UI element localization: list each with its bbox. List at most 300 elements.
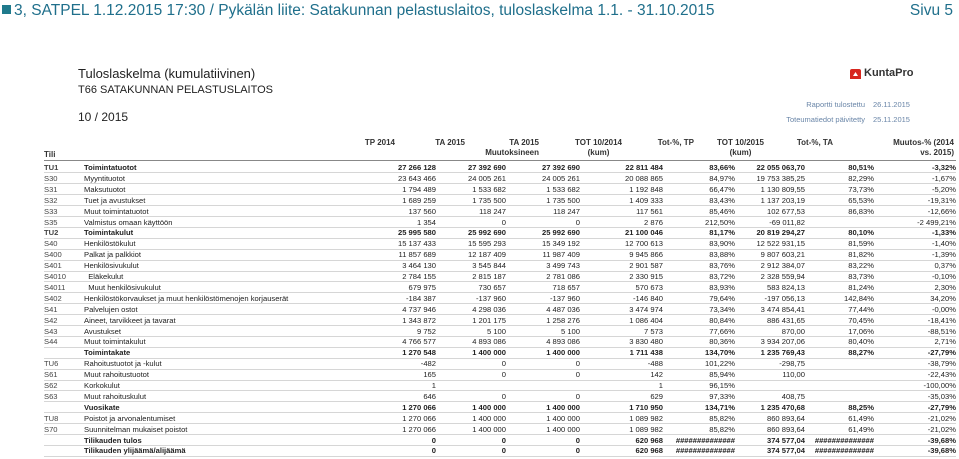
cell-tot1014: 1 086 404 (629, 315, 663, 325)
account-name: Tilikauden tulos (84, 435, 142, 445)
cell-muutos: -18,41% (927, 315, 956, 325)
cell-tp2014: 1 794 489 (402, 184, 436, 194)
cell-ta2015: 25 992 690 (467, 228, 506, 238)
cell-totpta: 81,82% (848, 250, 874, 260)
table-row (44, 293, 956, 304)
account-name: Toimintakate (84, 348, 131, 358)
cell-ta2015m: 0 (575, 217, 580, 227)
cell-tot1015: 870,00 (781, 326, 805, 336)
table-row (44, 358, 956, 369)
cell-muutos: -12,66% (927, 206, 956, 216)
cell-tot1014: 3 830 480 (629, 337, 663, 347)
updated-label: Toteumatiedot päivitetty (786, 115, 865, 124)
cell-tot1014: 629 (650, 391, 663, 401)
cell-totpta: 61,49% (848, 424, 874, 434)
cell-muutos: -0,10% (931, 272, 956, 281)
table-row (44, 336, 956, 347)
cell-ta2015: 1 201 175 (472, 315, 506, 325)
account-name: Avustukset (84, 326, 122, 336)
cell-tot1015: 583 824,13 (766, 282, 805, 292)
cell-ta2015: 12 187 409 (467, 250, 506, 260)
account-name: Eläkekulut (84, 272, 124, 281)
account-code: S400 (44, 250, 62, 260)
cell-tot1014: 117 561 (636, 206, 663, 216)
cell-totpta: 80,51% (848, 163, 874, 172)
cell-tot1015: 2 328 559,94 (760, 272, 805, 281)
cell-totptp: 81,17% (709, 228, 735, 238)
cell-tot1015: 1 130 809,55 (760, 184, 805, 194)
cell-totpta: 70,45% (848, 315, 874, 325)
cell-tot1015: 408,75 (781, 391, 805, 401)
cell-tp2014: 0 (431, 446, 436, 456)
cell-ta2015m: -137 960 (550, 293, 580, 303)
cell-totpta: 86,83% (848, 206, 874, 216)
account-code: S61 (44, 370, 58, 380)
cell-tp2014: 137 560 (408, 206, 436, 216)
cell-totptp: 80,36% (709, 337, 735, 347)
account-name: Muut toimintatuotot (84, 206, 149, 216)
cell-ta2015: 2 815 187 (472, 272, 506, 281)
account-name: Muut rahoitustuotot (84, 370, 150, 380)
cell-totptp: 80,84% (709, 315, 735, 325)
cell-tot1014: 7 573 (643, 326, 663, 336)
cell-tp2014: 15 137 433 (397, 239, 436, 249)
account-name: Henkilöstökulut (84, 239, 136, 249)
account-name: Toimintakulut (84, 228, 134, 238)
account-name: Aineet, tarvikkeet ja tavarat (84, 315, 176, 325)
cell-tot1014: 620 968 (635, 435, 663, 445)
cell-tot1015: 3 934 207,06 (760, 337, 805, 347)
table-row (44, 304, 956, 315)
cell-totpta: 142,84% (844, 293, 874, 303)
cell-muutos: 0,37% (934, 261, 956, 271)
cell-muutos: 2,30% (934, 282, 956, 292)
cell-ta2015: -137 960 (476, 293, 506, 303)
account-name: Myyntituotot (84, 173, 125, 183)
col-header-tot1014-line1: TOT 10/2014 (575, 138, 622, 147)
cell-totptp: 134,70% (705, 348, 735, 358)
cell-ta2015: 0 (501, 391, 506, 401)
cell-ta2015m: 24 005 261 (541, 173, 580, 183)
cell-ta2015m: 0 (575, 359, 580, 369)
col-header-tot-tp: Tot-%, TP (657, 138, 694, 147)
account-code: S63 (44, 391, 58, 401)
col-header-tot-ta: Tot-%, TA (796, 138, 833, 147)
cell-totptp: ############## (675, 446, 735, 456)
cell-tot1015: 860 893,64 (766, 413, 805, 423)
table-row (44, 195, 956, 206)
cell-ta2015m: 25 992 690 (541, 228, 580, 238)
col-header-ta2015: TA 2015 (435, 138, 465, 147)
cell-totptp: 85,82% (709, 424, 735, 434)
cell-tot1015: 3 474 854,41 (760, 304, 805, 314)
cell-ta2015: 1 533 682 (472, 184, 506, 194)
cell-totpta: 77,44% (848, 304, 874, 314)
cell-muutos: -100,00% (923, 381, 956, 390)
cell-tp2014: 23 643 466 (397, 173, 436, 183)
account-code: S44 (44, 337, 58, 347)
col-header-tili: Tili (44, 150, 56, 159)
cell-tot1014: 570 673 (635, 282, 663, 292)
account-name: Muut toimintakulut (84, 337, 146, 347)
printed-label: Raportti tulostettu (806, 100, 865, 109)
account-name: Palvelujen ostot (84, 304, 138, 314)
cell-totptp: 83,66% (709, 163, 735, 172)
cell-tot1014: 20 088 865 (624, 173, 663, 183)
account-code: S4011 (44, 282, 66, 292)
account-name: Toimintatuotot (84, 163, 137, 172)
cell-ta2015m: 118 247 (553, 206, 580, 216)
account-code: TU2 (44, 228, 59, 238)
cell-totptp: 77,66% (709, 326, 735, 336)
account-name: Korkokulut (84, 381, 120, 390)
cell-tp2014: 1 270 548 (402, 348, 436, 358)
cell-tot1014: 12 700 613 (624, 239, 663, 249)
cell-tp2014: -184 387 (406, 293, 436, 303)
cell-muutos: -2 499,21% (917, 217, 956, 227)
cell-ta2015m: 4 487 036 (546, 304, 580, 314)
cell-tp2014: 27 266 128 (397, 163, 436, 172)
cell-muutos: -35,03% (927, 391, 956, 401)
cell-totptp: 85,82% (709, 413, 735, 423)
table-row (44, 347, 956, 358)
cell-tot1015: 2 912 384,07 (760, 261, 805, 271)
cell-muutos: -19,31% (927, 195, 956, 205)
cell-ta2015: 24 005 261 (467, 173, 506, 183)
cell-tp2014: 1 270 066 (402, 402, 436, 412)
cell-tp2014: 1 (431, 381, 436, 390)
account-code: S43 (44, 326, 58, 336)
cell-totptp: 66,47% (709, 184, 735, 194)
cell-tp2014: 2 784 155 (402, 272, 436, 281)
cell-ta2015: 3 545 844 (472, 261, 506, 271)
table-row (44, 424, 956, 435)
cell-totpta: 83,73% (848, 272, 874, 281)
table-row (44, 391, 956, 402)
cell-totptp: 79,64% (709, 293, 735, 303)
account-code: S402 (44, 293, 62, 303)
cell-ta2015m: 1 258 276 (546, 315, 580, 325)
cell-totpta: 80,10% (848, 228, 874, 238)
cell-tot1015: 20 819 294,27 (756, 228, 805, 238)
account-name: Henkilösivukulut (84, 261, 139, 271)
table-row (44, 162, 956, 173)
cell-ta2015m: 1 400 000 (546, 424, 580, 434)
account-code: S30 (44, 173, 58, 183)
cell-ta2015m: 1 735 500 (546, 195, 580, 205)
cell-ta2015: 1 400 000 (472, 402, 506, 412)
account-name: Suunnitelman mukaiset poistot (84, 424, 188, 434)
cell-ta2015: 1 400 000 (472, 348, 506, 358)
cell-ta2015m: 5 100 (560, 326, 580, 336)
cell-tp2014: 4 737 946 (402, 304, 436, 314)
cell-tot1014: -488 (647, 359, 663, 369)
col-header-ta2015-muutoksineen (485, 138, 539, 158)
cell-muutos: -21,02% (927, 413, 956, 423)
table-row (44, 435, 956, 446)
cell-tp2014: 679 975 (408, 282, 436, 292)
col-header-tot1014 (575, 138, 622, 158)
cell-tot1015: 374 577,04 (766, 446, 805, 456)
account-code: S62 (44, 381, 58, 390)
col-header-tp2014: TP 2014 (364, 138, 395, 147)
cell-muutos: -3,32% (931, 163, 956, 172)
cell-ta2015m: 27 392 690 (541, 163, 580, 172)
table-row (44, 227, 956, 238)
table-row (44, 217, 956, 228)
table-row (44, 260, 956, 271)
cell-ta2015m: 1 400 000 (546, 402, 580, 412)
table-row (44, 402, 956, 413)
cell-tot1015: 860 893,64 (766, 424, 805, 434)
cell-ta2015: 0 (501, 435, 506, 445)
cell-totpta: ############## (814, 435, 874, 445)
cell-ta2015: 1 400 000 (472, 424, 506, 434)
cell-ta2015: 1 400 000 (472, 413, 506, 423)
cell-tot1015: 374 577,04 (766, 435, 805, 445)
cell-tp2014: 165 (423, 370, 436, 380)
cell-muutos: -5,20% (931, 184, 956, 194)
cell-ta2015m: 2 781 086 (546, 272, 580, 281)
cell-muutos: -1,40% (931, 239, 956, 249)
cell-ta2015m: 0 (575, 370, 580, 380)
cell-ta2015: 15 595 293 (467, 239, 506, 249)
cell-tot1014: 1 (658, 381, 663, 390)
cell-ta2015m: 15 349 192 (541, 239, 580, 249)
table-row (44, 380, 956, 391)
account-name: Poistot ja arvonalentumiset (84, 413, 176, 423)
table-row (44, 238, 956, 249)
cell-totptp: 83,90% (709, 239, 735, 249)
cell-tot1014: 620 968 (635, 446, 663, 456)
cell-tot1014: 1 089 982 (629, 413, 663, 423)
cell-ta2015m: 0 (575, 435, 580, 445)
cell-tot1015: -298,75 (779, 359, 805, 369)
report-period: 10 / 2015 (78, 110, 129, 124)
cell-ta2015m: 3 499 743 (546, 261, 580, 271)
cell-tot1014: 22 811 484 (625, 163, 663, 172)
table-row (44, 445, 956, 456)
table-row (44, 271, 956, 282)
cell-tp2014: 3 464 130 (402, 261, 436, 271)
col-header-tot1015-line1: TOT 10/2015 (717, 138, 764, 147)
account-code: S4010 (44, 272, 66, 281)
bullet-square-icon (2, 5, 11, 14)
cell-ta2015m: 11 987 409 (542, 250, 580, 260)
cell-tot1015: 1 137 203,19 (760, 195, 805, 205)
cell-muutos: -38,79% (927, 359, 956, 369)
col-header-ta2015m-line2: Muutoksineen (485, 148, 539, 157)
cell-ta2015: 5 100 (486, 326, 506, 336)
cell-ta2015: 0 (501, 217, 506, 227)
cell-tp2014: 1 689 259 (402, 195, 436, 205)
account-name: Tilikauden ylijäämä/alijäämä (84, 446, 186, 456)
account-name: Henkilöstökorvaukset ja muut henkilöstömenojen korjauserät (84, 293, 289, 303)
table-row (44, 315, 956, 326)
col-header-muutos-line2: vs. 2015) (920, 148, 954, 157)
cell-tp2014: -482 (420, 359, 436, 369)
cell-ta2015: 118 247 (479, 206, 506, 216)
cell-tot1014: 142 (650, 370, 663, 380)
cell-tot1014: 1 409 333 (629, 195, 663, 205)
cell-tp2014: 1 343 872 (402, 315, 436, 325)
cell-totptp: 212,50% (705, 217, 735, 227)
col-header-tot1014-line2: (kum) (587, 148, 610, 157)
cell-muutos: -88,51% (927, 326, 956, 336)
table-row (44, 413, 956, 424)
header-divider (44, 160, 956, 161)
cell-totptp: ############## (675, 435, 735, 445)
table-row (44, 282, 956, 293)
col-header-muutos-line1: Muutos-% (2014 (893, 138, 954, 147)
cell-totptp: 73,34% (709, 304, 735, 314)
account-code: TU8 (44, 413, 59, 423)
cell-ta2015m: 1 400 000 (546, 413, 580, 423)
cell-totpta: 80,40% (848, 337, 874, 347)
cell-tot1015: 12 522 931,15 (756, 239, 805, 249)
account-code: TU6 (44, 359, 59, 369)
cell-ta2015: 4 298 036 (472, 304, 506, 314)
account-code: S401 (44, 261, 62, 271)
cell-tot1015: 19 753 385,25 (756, 173, 805, 183)
table-row (44, 184, 956, 195)
col-header-tot1015-line2: (kum) (729, 148, 752, 157)
cell-tot1014: 9 945 866 (629, 250, 663, 260)
cell-tot1014: 1 711 438 (629, 348, 663, 358)
cell-tp2014: 11 857 689 (398, 250, 436, 260)
cell-muutos: 34,20% (930, 293, 956, 303)
cell-totpta: 88,25% (848, 402, 874, 412)
cell-totptp: 83,43% (709, 195, 735, 205)
cell-totptp: 97,33% (709, 391, 735, 401)
table-row (44, 173, 956, 184)
table-row (44, 326, 956, 337)
cell-muutos: -27,79% (927, 402, 956, 412)
cell-tp2014: 0 (431, 435, 436, 445)
cell-muutos: -1,33% (931, 228, 956, 238)
cell-totpta: 61,49% (848, 413, 874, 423)
cell-ta2015: 27 392 690 (467, 163, 506, 172)
col-header-ta2015m-line1: TA 2015 (509, 138, 539, 147)
account-code: S70 (44, 424, 58, 434)
cell-totpta: 82,29% (848, 173, 874, 183)
slide-title: 3, SATPEL 1.12.2015 17:30 / Pykälän liite: Satakunnan pelastuslaitos, tuloslaskelma 1.1. - 31.10.2015 (14, 2, 715, 19)
cell-totptp: 83,76% (709, 261, 735, 271)
account-code: S33 (44, 206, 58, 216)
account-name: Palkat ja palkkiot (84, 250, 141, 260)
cell-ta2015m: 0 (575, 446, 580, 456)
cell-ta2015m: 1 533 682 (546, 184, 580, 194)
cell-totpta: 88,27% (848, 348, 874, 358)
account-code: S35 (44, 217, 58, 227)
cell-tot1014: 1 710 950 (629, 402, 663, 412)
printed-date: 26.11.2015 (873, 100, 910, 109)
cell-tot1015: 886 431,65 (766, 315, 805, 325)
cell-ta2015: 4 893 086 (472, 337, 506, 347)
account-code: S40 (44, 239, 58, 249)
cell-ta2015: 0 (501, 370, 506, 380)
cell-totptp: 101,22% (705, 359, 735, 369)
cell-totptp: 85,94% (709, 370, 735, 380)
slide-page-number: Sivu 5 (909, 2, 953, 19)
cell-muutos: -0,00% (931, 304, 956, 314)
cell-ta2015m: 0 (575, 391, 580, 401)
cell-muutos: -27,79% (927, 348, 956, 358)
cell-muutos: -39,68% (927, 446, 956, 456)
table-row (44, 369, 956, 380)
cell-totpta: 81,59% (848, 239, 874, 249)
cell-tp2014: 9 752 (416, 326, 436, 336)
cell-tot1015: 102 677,53 (766, 206, 805, 216)
cell-muutos: -21,02% (927, 424, 956, 434)
account-name: Muut rahoituskulut (84, 391, 147, 401)
cell-tot1014: 1 192 848 (629, 184, 663, 194)
updated-date: 25.11.2015 (873, 115, 910, 124)
account-code: S41 (44, 304, 58, 314)
cell-totptp: 85,46% (709, 206, 735, 216)
cell-tot1014: -146 840 (633, 293, 663, 303)
cell-tot1014: 2 330 915 (629, 272, 663, 281)
cell-totpta: ############## (814, 446, 874, 456)
account-name: Valmistus omaan käyttöön (84, 217, 173, 227)
account-code: S31 (44, 184, 58, 194)
account-name: Muut henkilösivukulut (84, 282, 161, 292)
table-row (44, 206, 956, 217)
report-subtitle: T66 SATAKUNNAN PELASTUSLAITOS (78, 84, 274, 96)
account-code: S42 (44, 315, 58, 325)
slide-header (0, 0, 959, 26)
cell-muutos: 2,71% (934, 337, 956, 347)
cell-totpta: 73,73% (848, 184, 874, 194)
cell-totptp: 83,72% (709, 272, 735, 281)
kuntapro-logo-icon (850, 69, 861, 79)
cell-totpta: 81,24% (848, 282, 874, 292)
col-header-tot1015 (717, 138, 764, 158)
table-row (44, 249, 956, 260)
cell-tot1014: 3 474 974 (629, 304, 663, 314)
account-name: Vuosikate (84, 402, 120, 412)
col-header-muutos (893, 138, 954, 158)
cell-totptp: 84,97% (709, 173, 735, 183)
cell-totptp: 83,88% (709, 250, 735, 260)
cell-tot1015: 1 235 470,68 (760, 402, 805, 412)
cell-tot1015: 110,00 (782, 370, 805, 380)
cell-tot1015: -69 011,82 (769, 217, 805, 227)
cell-tot1014: 2 876 (643, 217, 663, 227)
cell-tp2014: 25 995 580 (397, 228, 436, 238)
cell-ta2015: 0 (501, 446, 506, 456)
cell-tot1014: 2 901 587 (629, 261, 663, 271)
cell-totptp: 83,93% (709, 282, 735, 292)
report-title: Tuloslaskelma (kumulatiivinen) (78, 66, 256, 81)
cell-tot1015: -197 056,13 (764, 293, 805, 303)
logo-text: KuntaPro (864, 67, 914, 79)
cell-totptp: 96,15% (709, 381, 735, 390)
cell-tp2014: 1 270 066 (402, 424, 436, 434)
cell-ta2015: 1 735 500 (472, 195, 506, 205)
cell-muutos: -39,68% (927, 435, 956, 445)
cell-tot1015: 9 807 603,21 (760, 250, 805, 260)
cell-ta2015: 730 657 (478, 282, 506, 292)
account-code: S32 (44, 195, 58, 205)
cell-tp2014: 1 354 (416, 217, 436, 227)
cell-ta2015m: 1 400 000 (546, 348, 580, 358)
account-name: Rahoitustuotot ja -kulut (84, 359, 162, 369)
cell-tot1014: 21 100 046 (624, 228, 663, 238)
cell-ta2015m: 4 893 086 (546, 337, 580, 347)
cell-tot1015: 22 055 063,70 (756, 163, 805, 172)
row-divider (44, 456, 956, 457)
